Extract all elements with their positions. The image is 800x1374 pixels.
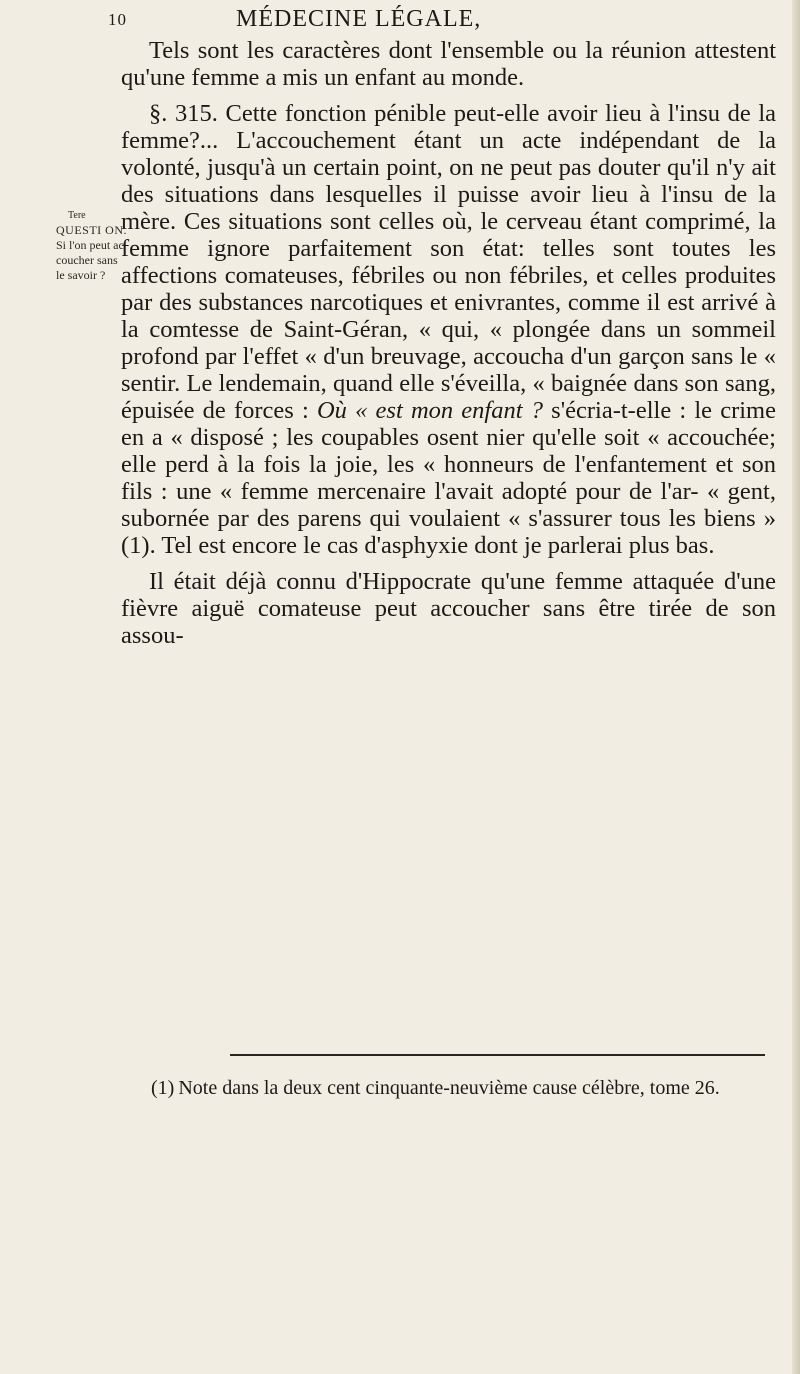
paragraph — [121, 100, 776, 559]
italic-quote: Où « est mon enfant ? — [316, 397, 543, 424]
page-number: 10 — [108, 10, 127, 29]
margin-note-line: Si l'on peut ac — [56, 238, 124, 252]
footnote — [121, 1076, 776, 1100]
section-number: §. 315. — [149, 100, 218, 127]
footnote-body: Note dans la deux cent cinquante-neuvième cause célèbre, tome 26. — [178, 1077, 720, 1099]
margin-note-line: coucher sans — [56, 253, 118, 267]
footnote-text — [121, 1076, 776, 1100]
margin-note-mark: Tere — [68, 210, 86, 221]
footnote-label: (1) — [151, 1077, 175, 1099]
paragraph: Il était déjà connu d'Hippocrate qu'une femme attaquée d'une fièvre aiguë comateuse peut accoucher sans être tirée de son assou- — [121, 568, 776, 649]
page-header — [108, 6, 668, 36]
footnote-divider — [230, 1054, 765, 1056]
margin-note-line: le savoir ? — [56, 268, 106, 282]
running-title: MÉDECINE LÉGALE, — [236, 6, 482, 32]
body-text — [121, 37, 776, 649]
paragraph-text: s'écria-t-elle : le crime en a « disposé ; les coupables osent nier qu'elle soit « accouchée; elle perd à la fois la joie, les « honneurs de l'enfantement et son fils : une « femme mercenaire l'avait adopté pour de l'ar- « gent, subornée par des parens qui voulaient « s'assurer tous les biens » (1). Tel est encore le cas d'asphyxie dont je parlerai plus bas. — [121, 397, 776, 559]
paragraph-text: Cette fonction pénible peut-elle avoir lieu à l'insu de la femme?... L'accouchement étant un acte indépendant de la volonté, jusqu'à un certain point, on ne peut pas douter qu'il n'y ait des situations dans lesquelles il puisse avoir lieu à l'insu de la mère. Ces situations sont celles où, le cerveau étant comprimé, la femme ignore parfaitement son état: telles sont toutes les affections comateuses, fébriles ou non fébriles, et celles produites par des substances narcotiques et enivrantes, comme il est arrivé à la comtesse de Saint-Géran, « qui, « plongée dans un sommeil profond par l'effet « d'un breuvage, accoucha d'un garçon sans le « sentir. Le lendemain, quand elle s'éveilla, « baignée dans son sang, épuisée de forces : — [121, 100, 777, 424]
page-edge — [792, 0, 800, 1374]
margin-note-question: QUESTI ON. — [56, 223, 127, 237]
paragraph: Tels sont les caractères dont l'ensemble ou la réunion attestent qu'une femme a mis un enfant au monde. — [121, 37, 776, 91]
margin-note — [56, 208, 127, 283]
